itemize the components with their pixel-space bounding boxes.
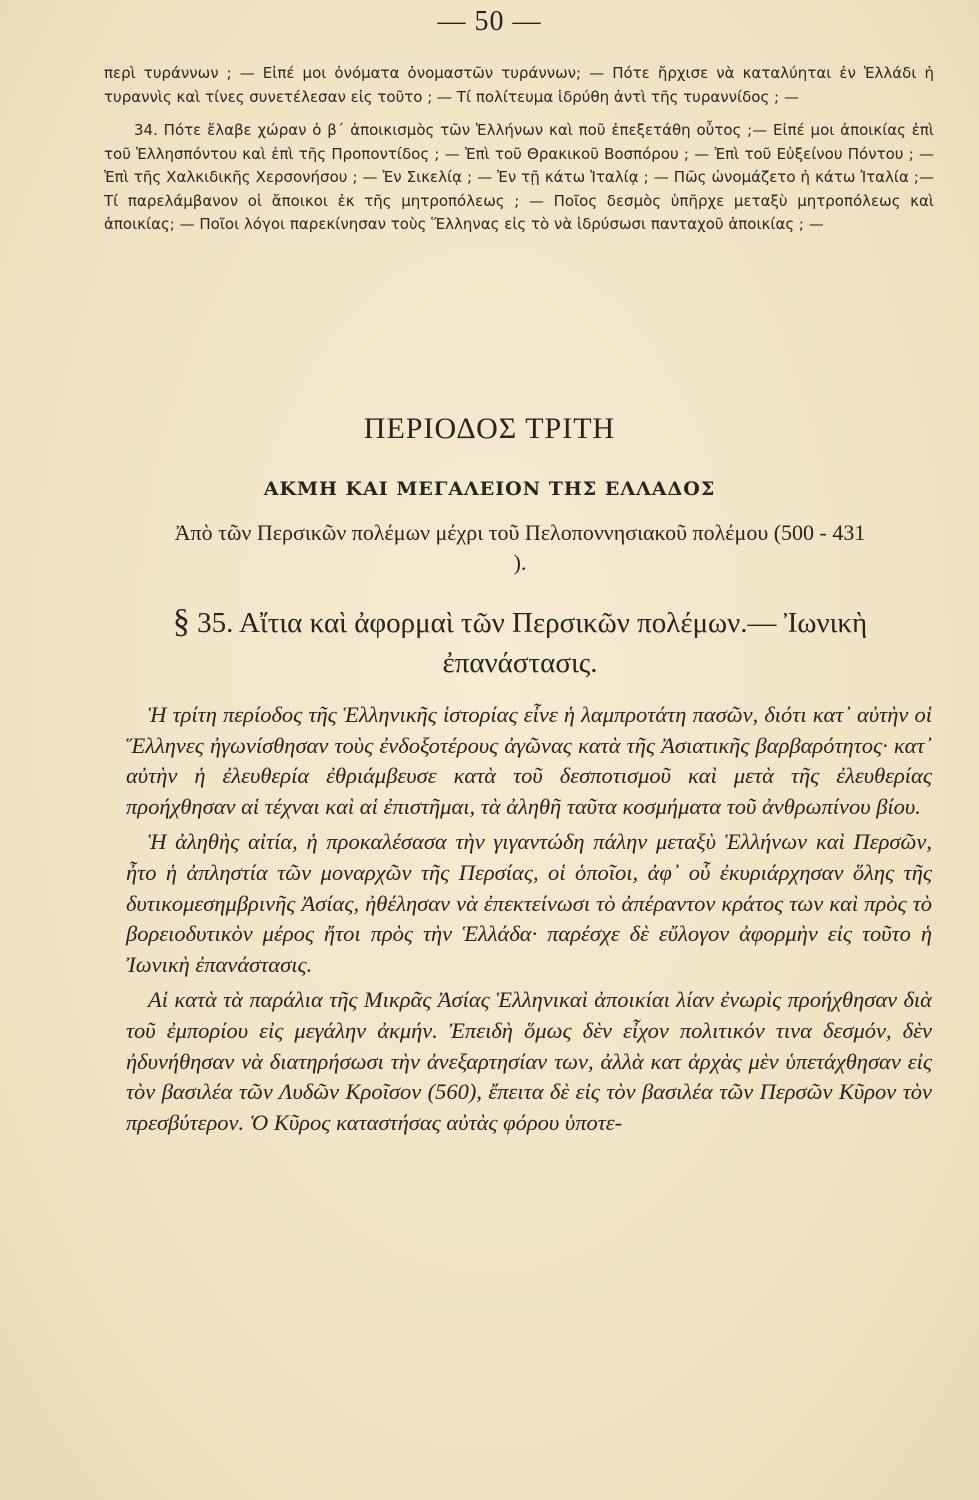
body-paragraph: Αἱ κατὰ τὰ παράλια τῆς Μικρᾶς Ἀσίας Ἑλληνικαὶ ἀποικίαι λίαν ἐνωρὶς προήχθησαν διὰ τοῦ ἐμπορίου εἰς μεγάλην ἀκμήν. Ἐπειδὴ ὅμως δὲν εἶχον πολιτικόν τινα δεσμόν, δὲν ἠδυνήθησαν νὰ διατηρήσωσι τὴν ἀνεξαρτησίαν των, ἀλλὰ κατ ἀρχὰς μὲν ὑπετάχθησαν εἰς τὸν βασιλέα τῶν Λυδῶν Κροῖσον (560), ἔπειτα δὲ εἰς τὸν βασιλέα τῶν Περσῶν Κῦρον τὸν πρεσβύτερον. Ὁ Κῦρος καταστήσας αὐτὰς φόρου ὑποτε- — [126, 987, 932, 1135]
question-paragraph: περὶ τυράννων ; — Εἰπέ μοι ὀνόματα ὀνομαστῶν τυράννων; — Πότε ἤρχισε νὰ καταλύηται ἐν Ἑλλάδι ἡ τυραννὶς καὶ τίνες συνετέλεσαν εἰς τοῦτο ; — Τί πολίτευμα ἱδρύθη ἀντὶ τῆς τυραννίδος ; — — [104, 64, 934, 106]
question-paragraph: 34. Πότε ἔλαβε χώραν ὁ β΄ ἀποικισμὸς τῶν Ἑλλήνων καὶ ποῦ ἐπεξετάθη οὗτος ;— Εἰπέ μοι ἀποικίας ἐπὶ τοῦ Ἑλλησπόντου καὶ ἐπὶ τῆς Προποντίδος ; — Ἐπὶ τοῦ Θρακικοῦ Βοσπόρου ; — Ἐπὶ τοῦ Εὐξείνου Πόντου ; — Ἐπὶ τῆς Χαλκιδικῆς Χερσονήσου ; — Ἐν Σικελίᾳ ; — Ἐν τῇ κάτω Ἰταλίᾳ ; — Πῶς ὠνομάζετο ἡ κάτω Ἰταλία ;— Τί παρελάμβανον οἱ ἄποικοι ἐκ τῆς μητροπόλεως ; — Ποῖος δεσμὸς ὑπῆρχε μεταξὺ μητροπόλεως καὶ ἀποικίας; — Ποῖοι λόγοι παρεκίνησαν τοὺς Ἕλληνας εἰς τὸ νὰ ἱδρύσωσι πανταχοῦ ἀποικίας ; — — [104, 121, 934, 233]
body-text — [126, 700, 932, 1138]
period-subtitle: ΑΚΜΗ ΚΑΙ ΜΕΓΑΛΕΙΟΝ ΤΗΣ ΕΛΛΑΔΟΣ — [263, 478, 716, 500]
period-range: Ἀπὸ τῶν Περσικῶν πολέμων μέχρι τοῦ Πελοποννησιακοῦ πολέμου (500 - 431 ). — [174, 520, 866, 575]
review-questions — [104, 62, 934, 237]
section-heading — [140, 602, 900, 683]
page-number: — 50 — — [437, 6, 542, 37]
section-symbol: § — [172, 603, 190, 640]
body-paragraph: Ἡ τρίτη περίοδος τῆς Ἑλληνικῆς ἱστορίας εἶνε ἡ λαμπροτάτη πασῶν, διότι κατ᾽ αὐτὴν οἱ Ἕλληνες ἠγωνίσθησαν τοὺς ἐνδοξοτέρους ἀγῶνας κατὰ τῆς Ἀσιατικῆς βαρβαρότητος· κατ᾽ αὐτὴν ἡ ἐλευθερία ἐθριάμβευσε κατὰ τοῦ δεσποτισμοῦ καὶ μετὰ τῆς ἐλευθερίας προήχθησαν αἱ τέχναι καὶ αἱ ἐπιστῆμαι, τὰ ἀληθῆ ταῦτα κοσμήματα τοῦ ἀνθρωπίνου βίου. — [126, 702, 932, 819]
body-paragraph: Ἡ ἀληθὴς αἰτία, ἡ προκαλέσασα τὴν γιγαντώδη πάλην μεταξὺ Ἑλλήνων καὶ Περσῶν, ἦτο ἡ ἀπληστία τῶν μοναρχῶν τῆς Περσίας, οἱ ὁποῖοι, ἀφ᾽ οὗ ἐκυριάρχησαν ὅλης τῆς δυτικομεσημβρινῆς Ἀσίας, ἠθέλησαν νὰ ἐπεκτείνωσι τὸ ἀπέραντον κράτος των καὶ πρὸς τὸ βορειοδυτικὸν μέρος ἤτοι πρὸς τὴν Ἑλλάδα· παρέσχε δὲ εὔλογον ἀφορμὴν εἰς τοῦτο ἡ Ἰωνικὴ ἐπανάστασις. — [126, 829, 932, 977]
section-number: 35. — [197, 607, 234, 639]
period-title: ΠΕΡΙΟΔΟΣ ΤΡΙΤΗ — [363, 412, 616, 445]
section-title: Αἴτια καὶ ἀφορμαὶ τῶν Περσικῶν πολέμων.— Ἰωνικὴ ἐπανάστασις. — [238, 607, 868, 679]
